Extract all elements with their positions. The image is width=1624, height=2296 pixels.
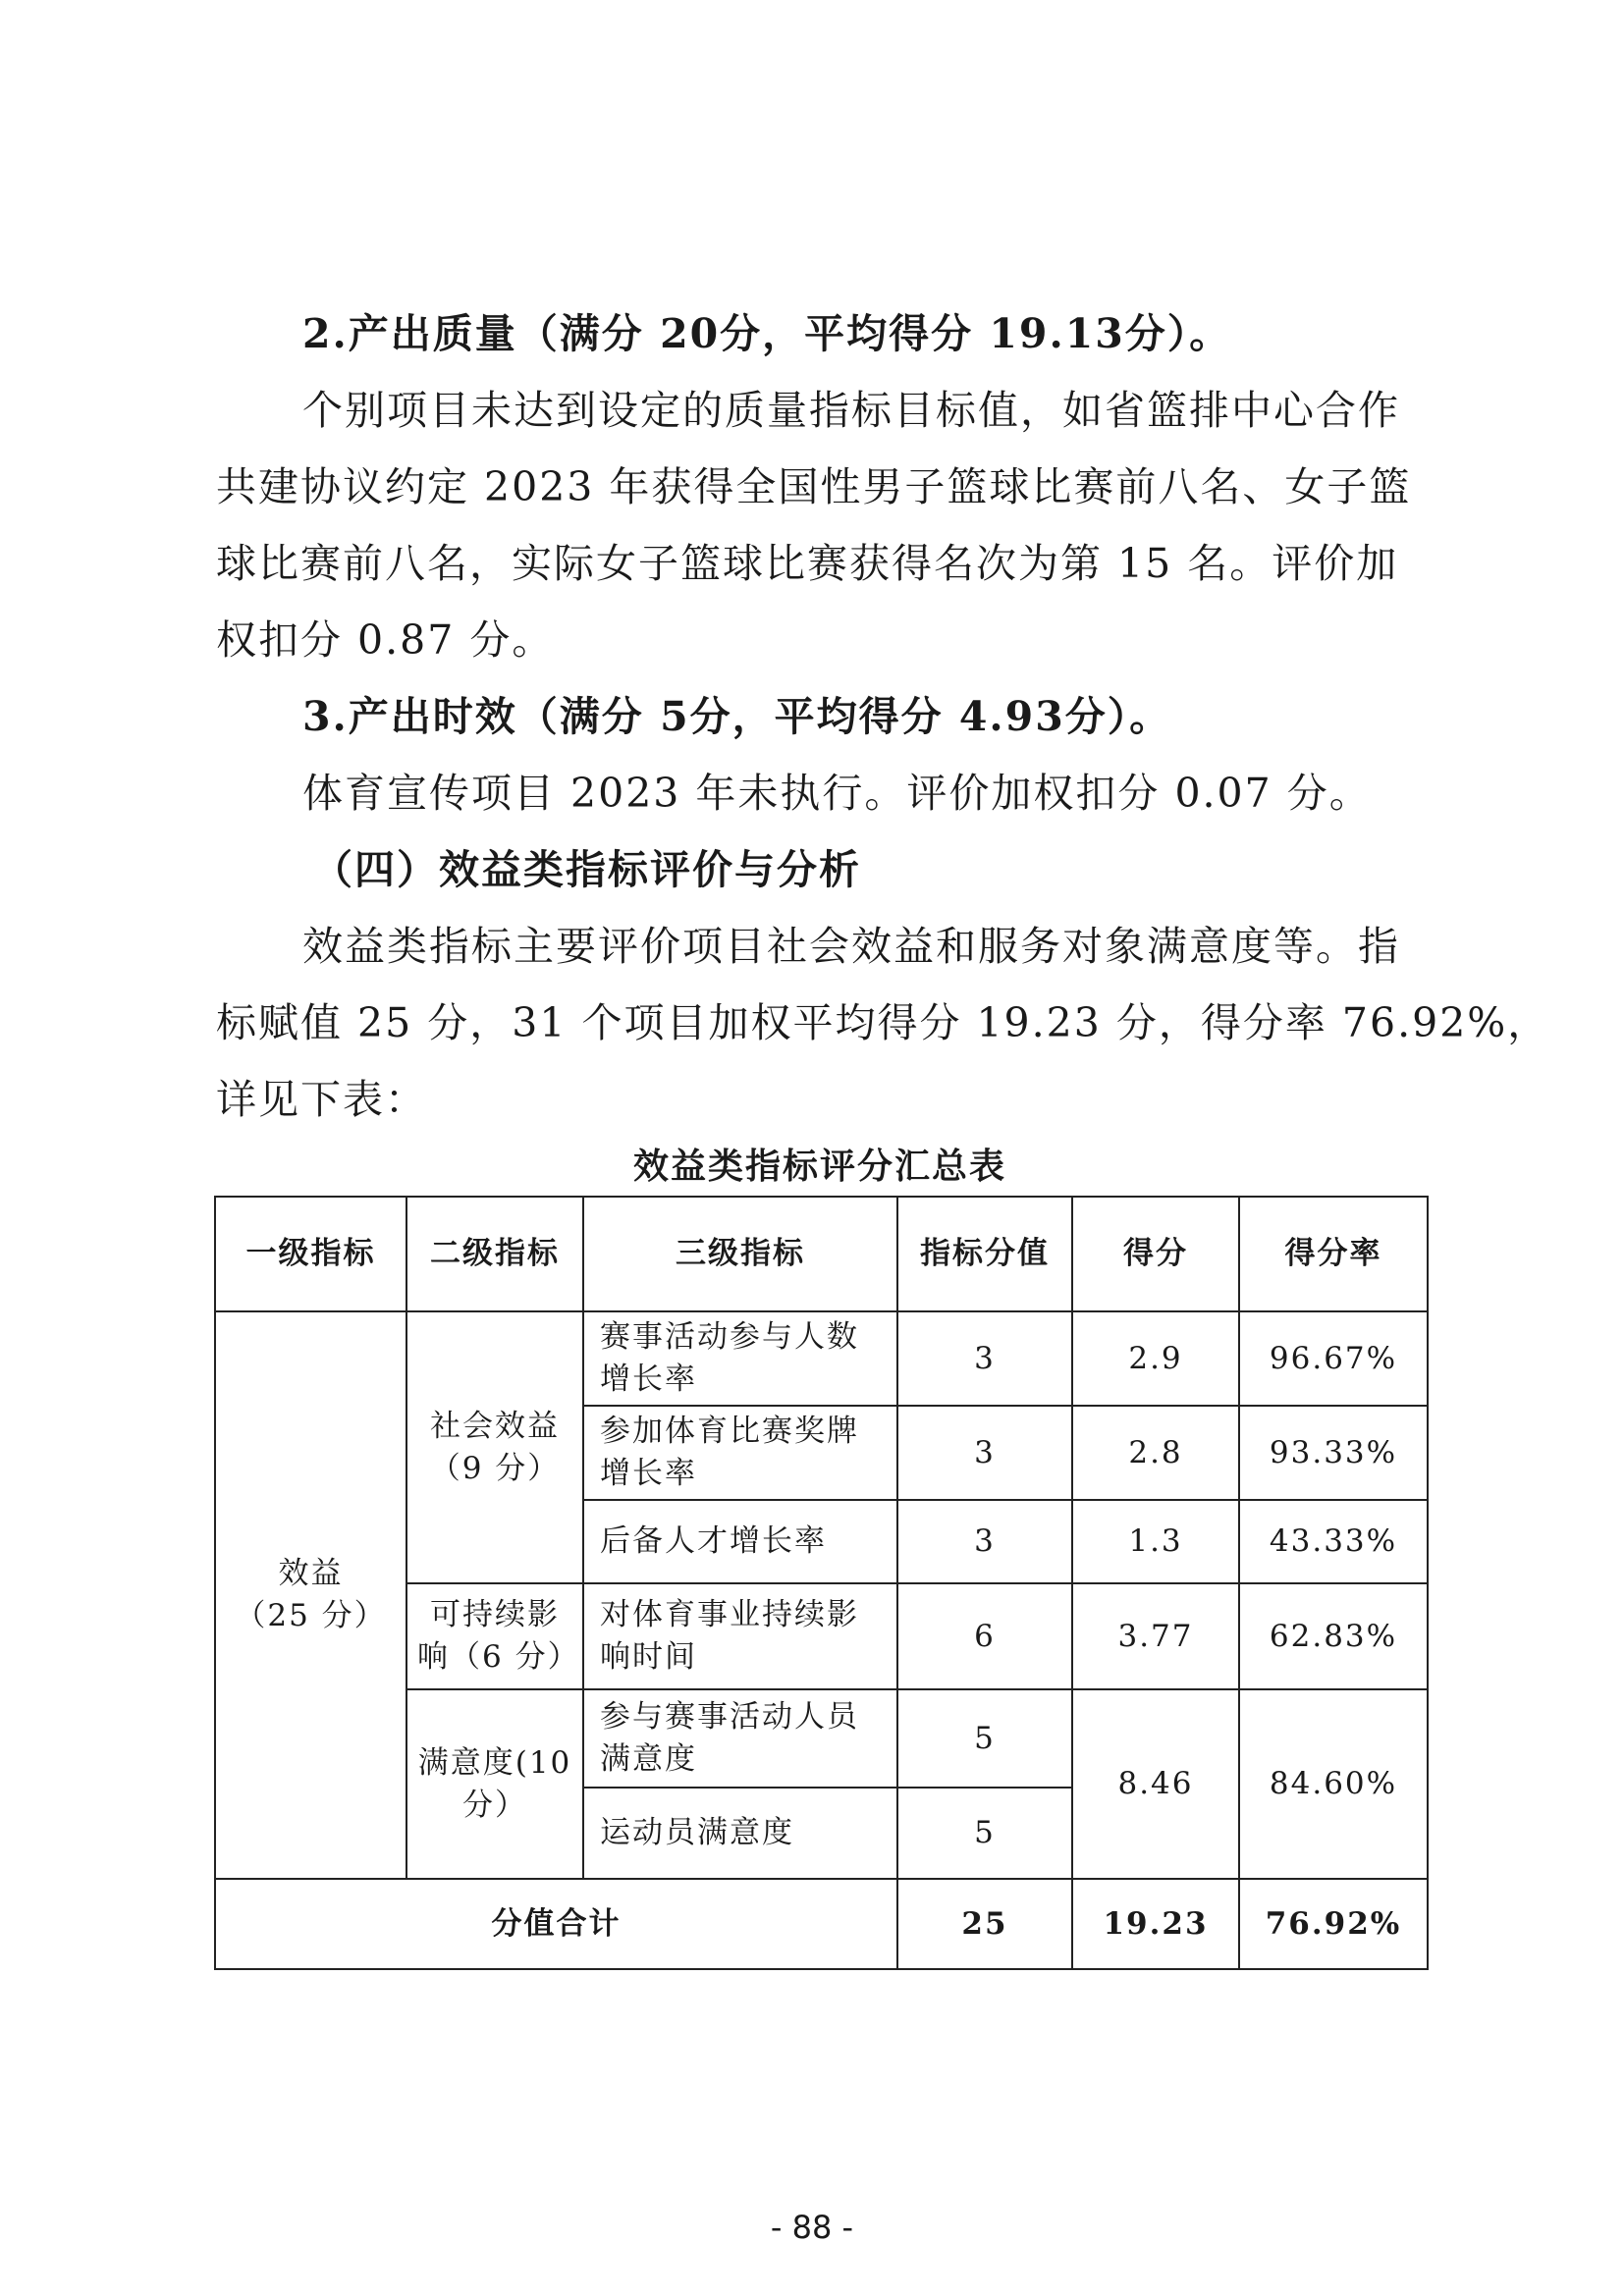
rate-cell: 43.33%: [1239, 1500, 1428, 1583]
paragraph-line: 体育宣传项目 2023 年未执行。评价加权扣分 0.07 分。: [302, 770, 1372, 817]
paragraph-line: 效益类指标主要评价项目社会效益和服务对象满意度等。指: [302, 923, 1400, 970]
weight-cell: 6: [897, 1583, 1072, 1689]
indicator-line: 增长率: [600, 1456, 697, 1491]
indicator-cell: [583, 1689, 897, 1788]
level1-weight: （25 分）: [235, 1598, 387, 1633]
rate-cell: 84.60%: [1239, 1689, 1428, 1879]
total-label-cell: 分值合计: [215, 1879, 897, 1969]
benefit-score-table: [214, 1196, 1429, 1970]
paragraph-line: 详见下表：: [216, 1076, 427, 1123]
indicator-cell: [583, 1583, 897, 1689]
table-total-row: [215, 1879, 1428, 1969]
score-cell: 2.8: [1072, 1406, 1239, 1500]
total-rate-cell: 76.92%: [1239, 1879, 1428, 1969]
indicator-line: 参加体育比赛奖牌: [600, 1414, 859, 1449]
indicator-cell: 运动员满意度: [583, 1788, 897, 1879]
level2-weight: 分）: [462, 1787, 527, 1823]
paragraph-line: 共建协议约定 2023 年获得全国性男子篮球比赛前八名、女子篮: [216, 463, 1412, 510]
rate-cell: 96.67%: [1239, 1311, 1428, 1406]
total-score-cell: 19.23: [1072, 1879, 1239, 1969]
indicator-line: 满意度: [600, 1741, 697, 1777]
paragraph-line: 权扣分 0.87 分。: [216, 616, 555, 664]
paragraph-line: 标赋值 25 分，31 个项目加权平均得分 19.23 分，得分率 76.92%，: [216, 999, 1550, 1046]
level1-cell: [215, 1311, 406, 1879]
level2-sustain-cell: [406, 1583, 583, 1689]
indicator-line: 增长率: [600, 1362, 697, 1397]
paragraph-line: 个别项目未达到设定的质量指标目标值，如省篮排中心合作: [302, 387, 1400, 434]
rate-cell: 93.33%: [1239, 1406, 1428, 1500]
level2-social-cell: [406, 1311, 583, 1583]
benefit-section-heading: （四）效益类指标评价与分析: [312, 846, 861, 893]
header-level3: 三级指标: [583, 1197, 897, 1311]
weight-cell: 3: [897, 1311, 1072, 1406]
level2-weight: （9 分）: [429, 1450, 561, 1486]
table-caption: 效益类指标评分汇总表: [632, 1147, 1006, 1187]
weight-cell: 5: [897, 1788, 1072, 1879]
indicator-line: 赛事活动参与人数: [600, 1319, 859, 1355]
header-level2: 二级指标: [406, 1197, 583, 1311]
level2-satisfaction-cell: [406, 1689, 583, 1879]
score-cell: 1.3: [1072, 1500, 1239, 1583]
indicator-line: 对体育事业持续影: [600, 1597, 859, 1632]
level2-weight: 响（6 分）: [417, 1639, 580, 1675]
level2-label: 社会效益: [430, 1408, 560, 1444]
score-cell: 8.46: [1072, 1689, 1239, 1879]
page-number: - 88 -: [770, 2209, 854, 2246]
indicator-cell: [583, 1311, 897, 1406]
weight-cell: 3: [897, 1500, 1072, 1583]
header-weight: 指标分值: [897, 1197, 1072, 1311]
indicator-line: 参与赛事活动人员: [600, 1699, 859, 1735]
level2-label: 可持续影: [430, 1597, 560, 1632]
header-score: 得分: [1072, 1197, 1239, 1311]
weight-cell: 5: [897, 1689, 1072, 1788]
table-row: [215, 1311, 1428, 1406]
header-rate: 得分率: [1239, 1197, 1428, 1311]
total-weight-cell: 25: [897, 1879, 1072, 1969]
indicator-line: 响时间: [600, 1639, 697, 1675]
level2-label: 满意度(10: [417, 1744, 572, 1781]
score-cell: 2.9: [1072, 1311, 1239, 1406]
header-level1: 一级指标: [215, 1197, 406, 1311]
paragraph-line: 球比赛前八名，实际女子篮球比赛获得名次为第 15 名。评价加: [216, 540, 1399, 587]
indicator-cell: [583, 1406, 897, 1500]
output-timeliness-heading: 3.产出时效（满分 5分，平均得分 4.93分）。: [302, 693, 1172, 740]
rate-cell: 62.83%: [1239, 1583, 1428, 1689]
level1-label: 效益: [278, 1556, 344, 1591]
weight-cell: 3: [897, 1406, 1072, 1500]
output-quality-heading: 2.产出质量（满分 20分，平均得分 19.13分）。: [302, 310, 1232, 357]
indicator-cell: 后备人才增长率: [583, 1500, 897, 1583]
table-header-row: [215, 1197, 1428, 1311]
score-cell: 3.77: [1072, 1583, 1239, 1689]
